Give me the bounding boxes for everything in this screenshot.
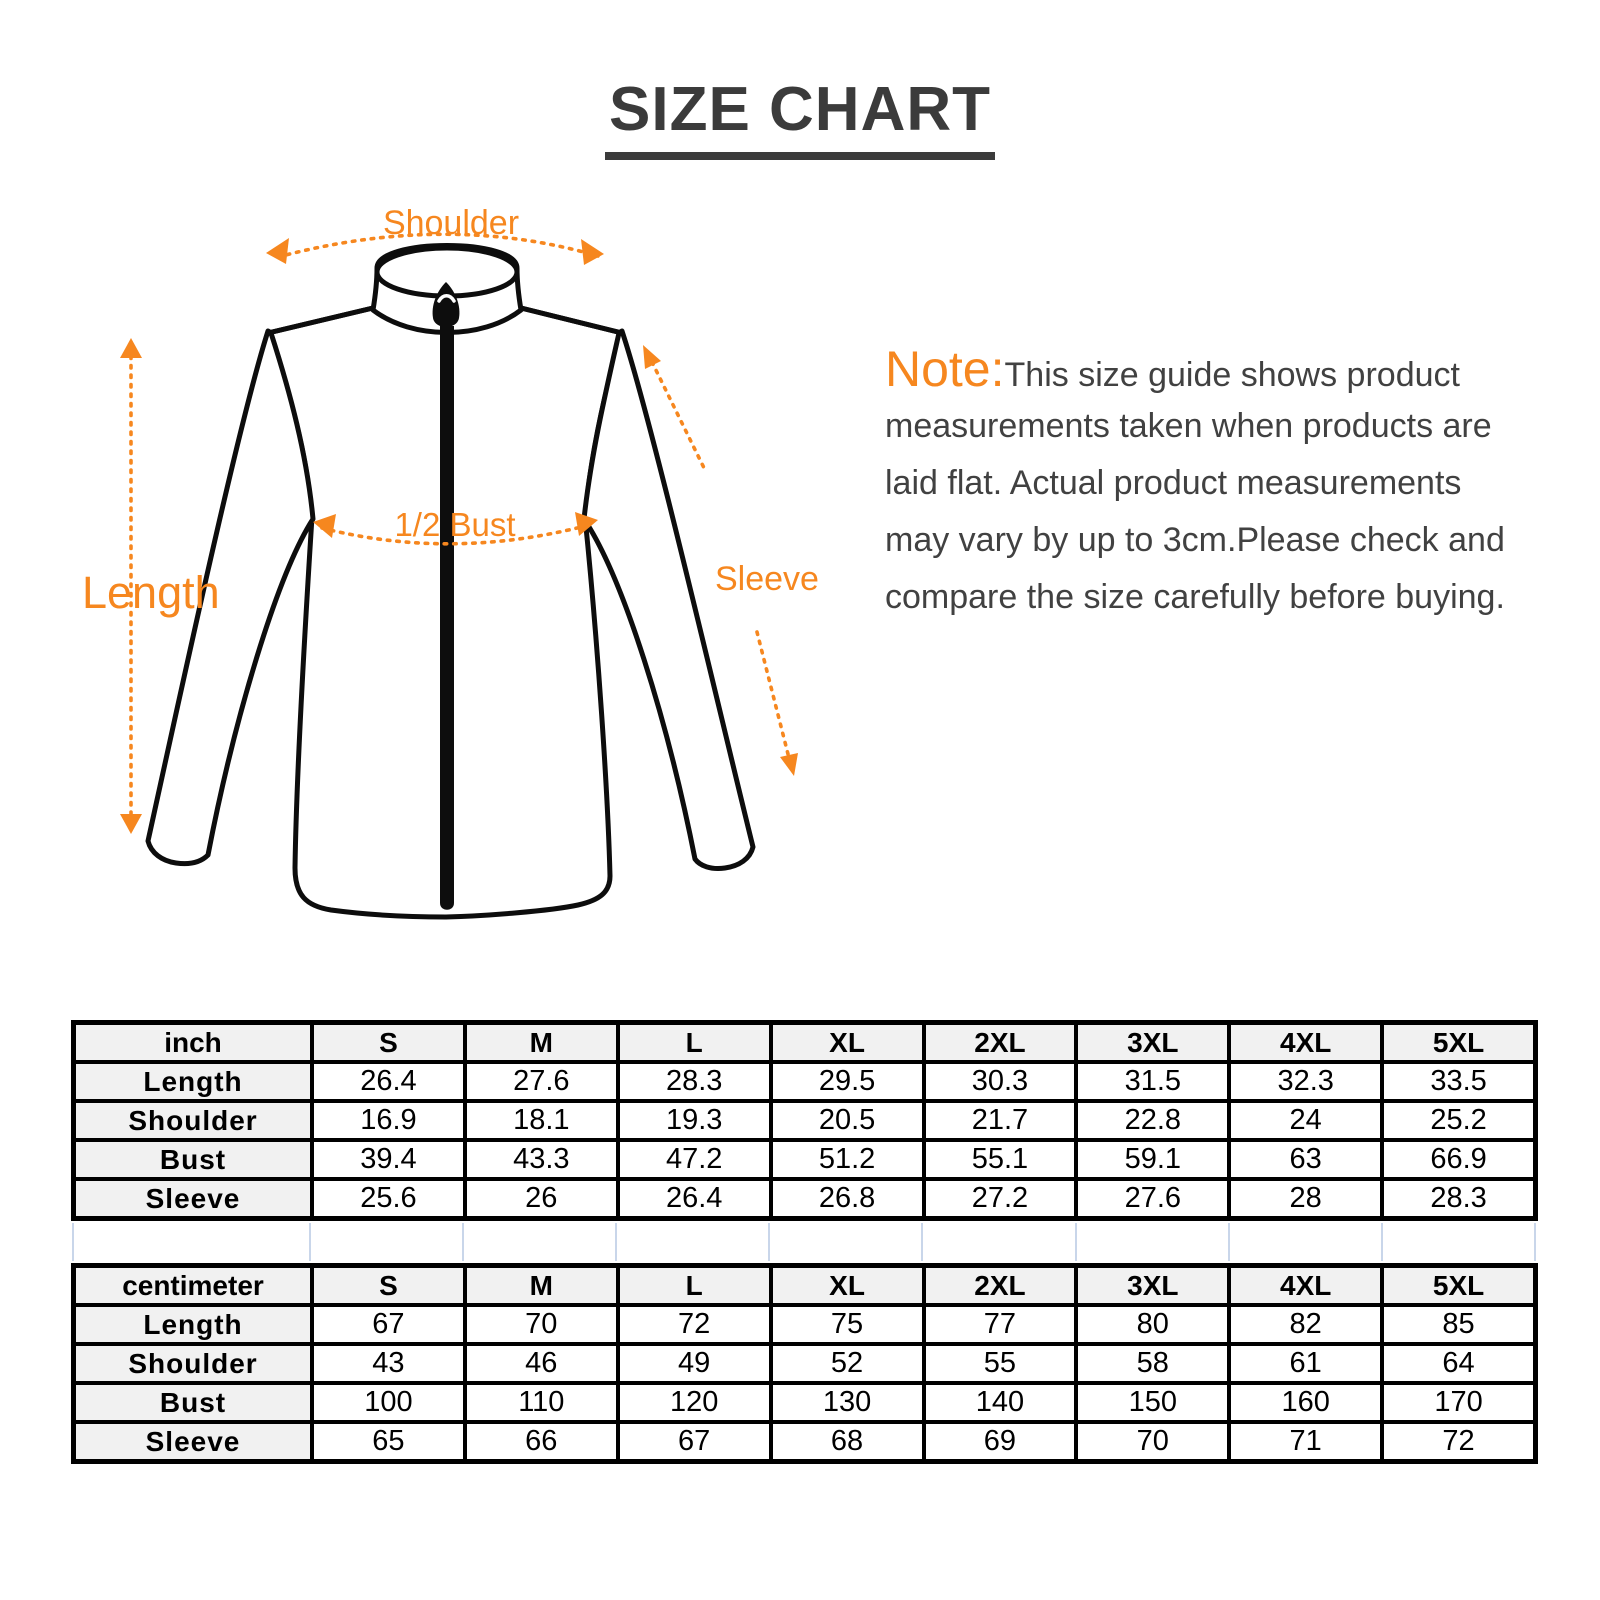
size-column-header: S — [312, 1266, 465, 1305]
value-cell: 77 — [924, 1305, 1077, 1344]
gap-gridline — [309, 1223, 311, 1261]
value-cell: 67 — [312, 1305, 465, 1344]
row-label-cell: Shoulder — [74, 1101, 312, 1140]
value-cell: 66 — [465, 1422, 618, 1461]
sleeve-arrowhead-top — [643, 345, 661, 369]
row-label-cell: Shoulder — [74, 1344, 312, 1383]
row-label-cell: Bust — [74, 1140, 312, 1179]
value-cell: 25.2 — [1382, 1101, 1535, 1140]
value-cell: 72 — [618, 1305, 771, 1344]
value-cell: 46 — [465, 1344, 618, 1383]
row-label-cell: Sleeve — [74, 1422, 312, 1461]
row-label-cell: Length — [74, 1062, 312, 1101]
value-cell: 25.6 — [312, 1179, 465, 1218]
value-cell: 28.3 — [618, 1062, 771, 1101]
note-line: may vary by up to 3cm.Please check and — [885, 521, 1505, 559]
centimeter-size-table — [71, 1263, 1538, 1464]
table-row — [74, 1101, 1535, 1140]
value-cell: 170 — [1382, 1383, 1535, 1422]
note-block — [885, 341, 1525, 626]
inch-size-table — [71, 1020, 1538, 1221]
value-cell: 69 — [924, 1422, 1077, 1461]
table-row — [74, 1344, 1535, 1383]
value-cell: 47.2 — [618, 1140, 771, 1179]
shoulder-arrowhead-left — [266, 238, 289, 264]
value-cell: 80 — [1076, 1305, 1229, 1344]
size-column-header: XL — [771, 1023, 924, 1062]
value-cell: 19.3 — [618, 1101, 771, 1140]
value-cell: 59.1 — [1076, 1140, 1229, 1179]
value-cell: 43.3 — [465, 1140, 618, 1179]
size-column-header: 3XL — [1076, 1266, 1229, 1305]
row-label-cell: Sleeve — [74, 1179, 312, 1218]
size-column-header: 4XL — [1229, 1266, 1382, 1305]
value-cell: 58 — [1076, 1344, 1229, 1383]
value-cell: 31.5 — [1076, 1062, 1229, 1101]
value-cell: 39.4 — [312, 1140, 465, 1179]
page-title: SIZE CHART — [605, 74, 995, 160]
row-label-cell: Length — [74, 1305, 312, 1344]
gap-gridline — [1075, 1223, 1077, 1261]
note-line: compare the size carefully before buying. — [885, 578, 1505, 616]
gap-gridline — [615, 1223, 617, 1261]
title-wrap — [605, 74, 995, 160]
value-cell: 30.3 — [924, 1062, 1077, 1101]
value-cell: 85 — [1382, 1305, 1535, 1344]
value-cell: 29.5 — [771, 1062, 924, 1101]
gap-gridline — [1228, 1223, 1230, 1261]
table-header-row — [74, 1266, 1535, 1305]
row-label-cell: Bust — [74, 1383, 312, 1422]
value-cell: 70 — [465, 1305, 618, 1344]
size-column-header: 3XL — [1076, 1023, 1229, 1062]
length-label: Length — [82, 567, 220, 618]
value-cell: 24 — [1229, 1101, 1382, 1140]
size-column-header: XL — [771, 1266, 924, 1305]
table-row — [74, 1422, 1535, 1461]
gap-gridline — [1381, 1223, 1383, 1261]
table-row — [74, 1305, 1535, 1344]
value-cell: 65 — [312, 1422, 465, 1461]
length-arrowhead-bottom — [120, 814, 142, 834]
size-column-header: L — [618, 1023, 771, 1062]
value-cell: 32.3 — [1229, 1062, 1382, 1101]
value-cell: 110 — [465, 1383, 618, 1422]
value-cell: 64 — [1382, 1344, 1535, 1383]
size-column-header: L — [618, 1266, 771, 1305]
sleeve-measure-upper — [652, 362, 705, 470]
value-cell: 55 — [924, 1344, 1077, 1383]
table-gap — [71, 1221, 1538, 1263]
value-cell: 27.6 — [465, 1062, 618, 1101]
shoulder-label: Shoulder — [382, 204, 520, 242]
value-cell: 22.8 — [1076, 1101, 1229, 1140]
size-tables — [71, 1020, 1538, 1464]
zipper-strip — [440, 326, 454, 910]
value-cell: 67 — [618, 1422, 771, 1461]
value-cell: 160 — [1229, 1383, 1382, 1422]
length-arrowhead-top — [120, 338, 142, 358]
value-cell: 71 — [1229, 1422, 1382, 1461]
table-row — [74, 1383, 1535, 1422]
size-column-header: M — [465, 1023, 618, 1062]
value-cell: 18.1 — [465, 1101, 618, 1140]
jacket-right-sleeve — [584, 331, 753, 869]
value-cell: 63 — [1229, 1140, 1382, 1179]
value-cell: 21.7 — [924, 1101, 1077, 1140]
value-cell: 120 — [618, 1383, 771, 1422]
note-line: measurements taken when products are — [885, 407, 1492, 445]
value-cell: 150 — [1076, 1383, 1229, 1422]
shoulder-arrowhead-right — [581, 239, 604, 265]
value-cell: 43 — [312, 1344, 465, 1383]
value-cell: 26.4 — [312, 1062, 465, 1101]
jacket-measurement-diagram — [55, 185, 885, 955]
value-cell: 61 — [1229, 1344, 1382, 1383]
value-cell: 28.3 — [1382, 1179, 1535, 1218]
sleeve-arrowhead-bottom — [780, 753, 798, 776]
value-cell: 26.4 — [618, 1179, 771, 1218]
value-cell: 52 — [771, 1344, 924, 1383]
note-line-text: This size guide shows product — [1004, 356, 1460, 394]
table-row — [74, 1062, 1535, 1101]
value-cell: 55.1 — [924, 1140, 1077, 1179]
note-line: laid flat. Actual product measurements — [885, 464, 1462, 502]
table-header-row — [74, 1023, 1535, 1062]
note-line — [885, 341, 1525, 398]
gap-gridline — [768, 1223, 770, 1261]
size-column-header: 2XL — [924, 1023, 1077, 1062]
size-column-header: 4XL — [1229, 1023, 1382, 1062]
bust-label: 1/2 Bust — [394, 506, 516, 543]
value-cell: 140 — [924, 1383, 1077, 1422]
gap-gridline — [921, 1223, 923, 1261]
gap-gridline — [72, 1223, 74, 1261]
value-cell: 33.5 — [1382, 1062, 1535, 1101]
note-prefix: Note: — [885, 341, 1005, 397]
value-cell: 75 — [771, 1305, 924, 1344]
sleeve-measure-lower — [757, 632, 789, 758]
value-cell: 72 — [1382, 1422, 1535, 1461]
value-cell: 66.9 — [1382, 1140, 1535, 1179]
size-column-header: 5XL — [1382, 1266, 1535, 1305]
gap-gridline — [462, 1223, 464, 1261]
value-cell: 26 — [465, 1179, 618, 1218]
value-cell: 82 — [1229, 1305, 1382, 1344]
value-cell: 28 — [1229, 1179, 1382, 1218]
value-cell: 70 — [1076, 1422, 1229, 1461]
table-row — [74, 1140, 1535, 1179]
value-cell: 16.9 — [312, 1101, 465, 1140]
size-column-header: 5XL — [1382, 1023, 1535, 1062]
value-cell: 68 — [771, 1422, 924, 1461]
value-cell: 26.8 — [771, 1179, 924, 1218]
sleeve-label: Sleeve — [715, 560, 819, 598]
size-column-header: 2XL — [924, 1266, 1077, 1305]
table-row — [74, 1179, 1535, 1218]
value-cell: 100 — [312, 1383, 465, 1422]
value-cell: 20.5 — [771, 1101, 924, 1140]
value-cell: 27.2 — [924, 1179, 1077, 1218]
size-column-header: S — [312, 1023, 465, 1062]
value-cell: 49 — [618, 1344, 771, 1383]
unit-header-cell: centimeter — [74, 1266, 312, 1305]
value-cell: 27.6 — [1076, 1179, 1229, 1218]
unit-header-cell: inch — [74, 1023, 312, 1062]
value-cell: 130 — [771, 1383, 924, 1422]
gap-gridline — [1534, 1223, 1536, 1261]
value-cell: 51.2 — [771, 1140, 924, 1179]
size-column-header: M — [465, 1266, 618, 1305]
